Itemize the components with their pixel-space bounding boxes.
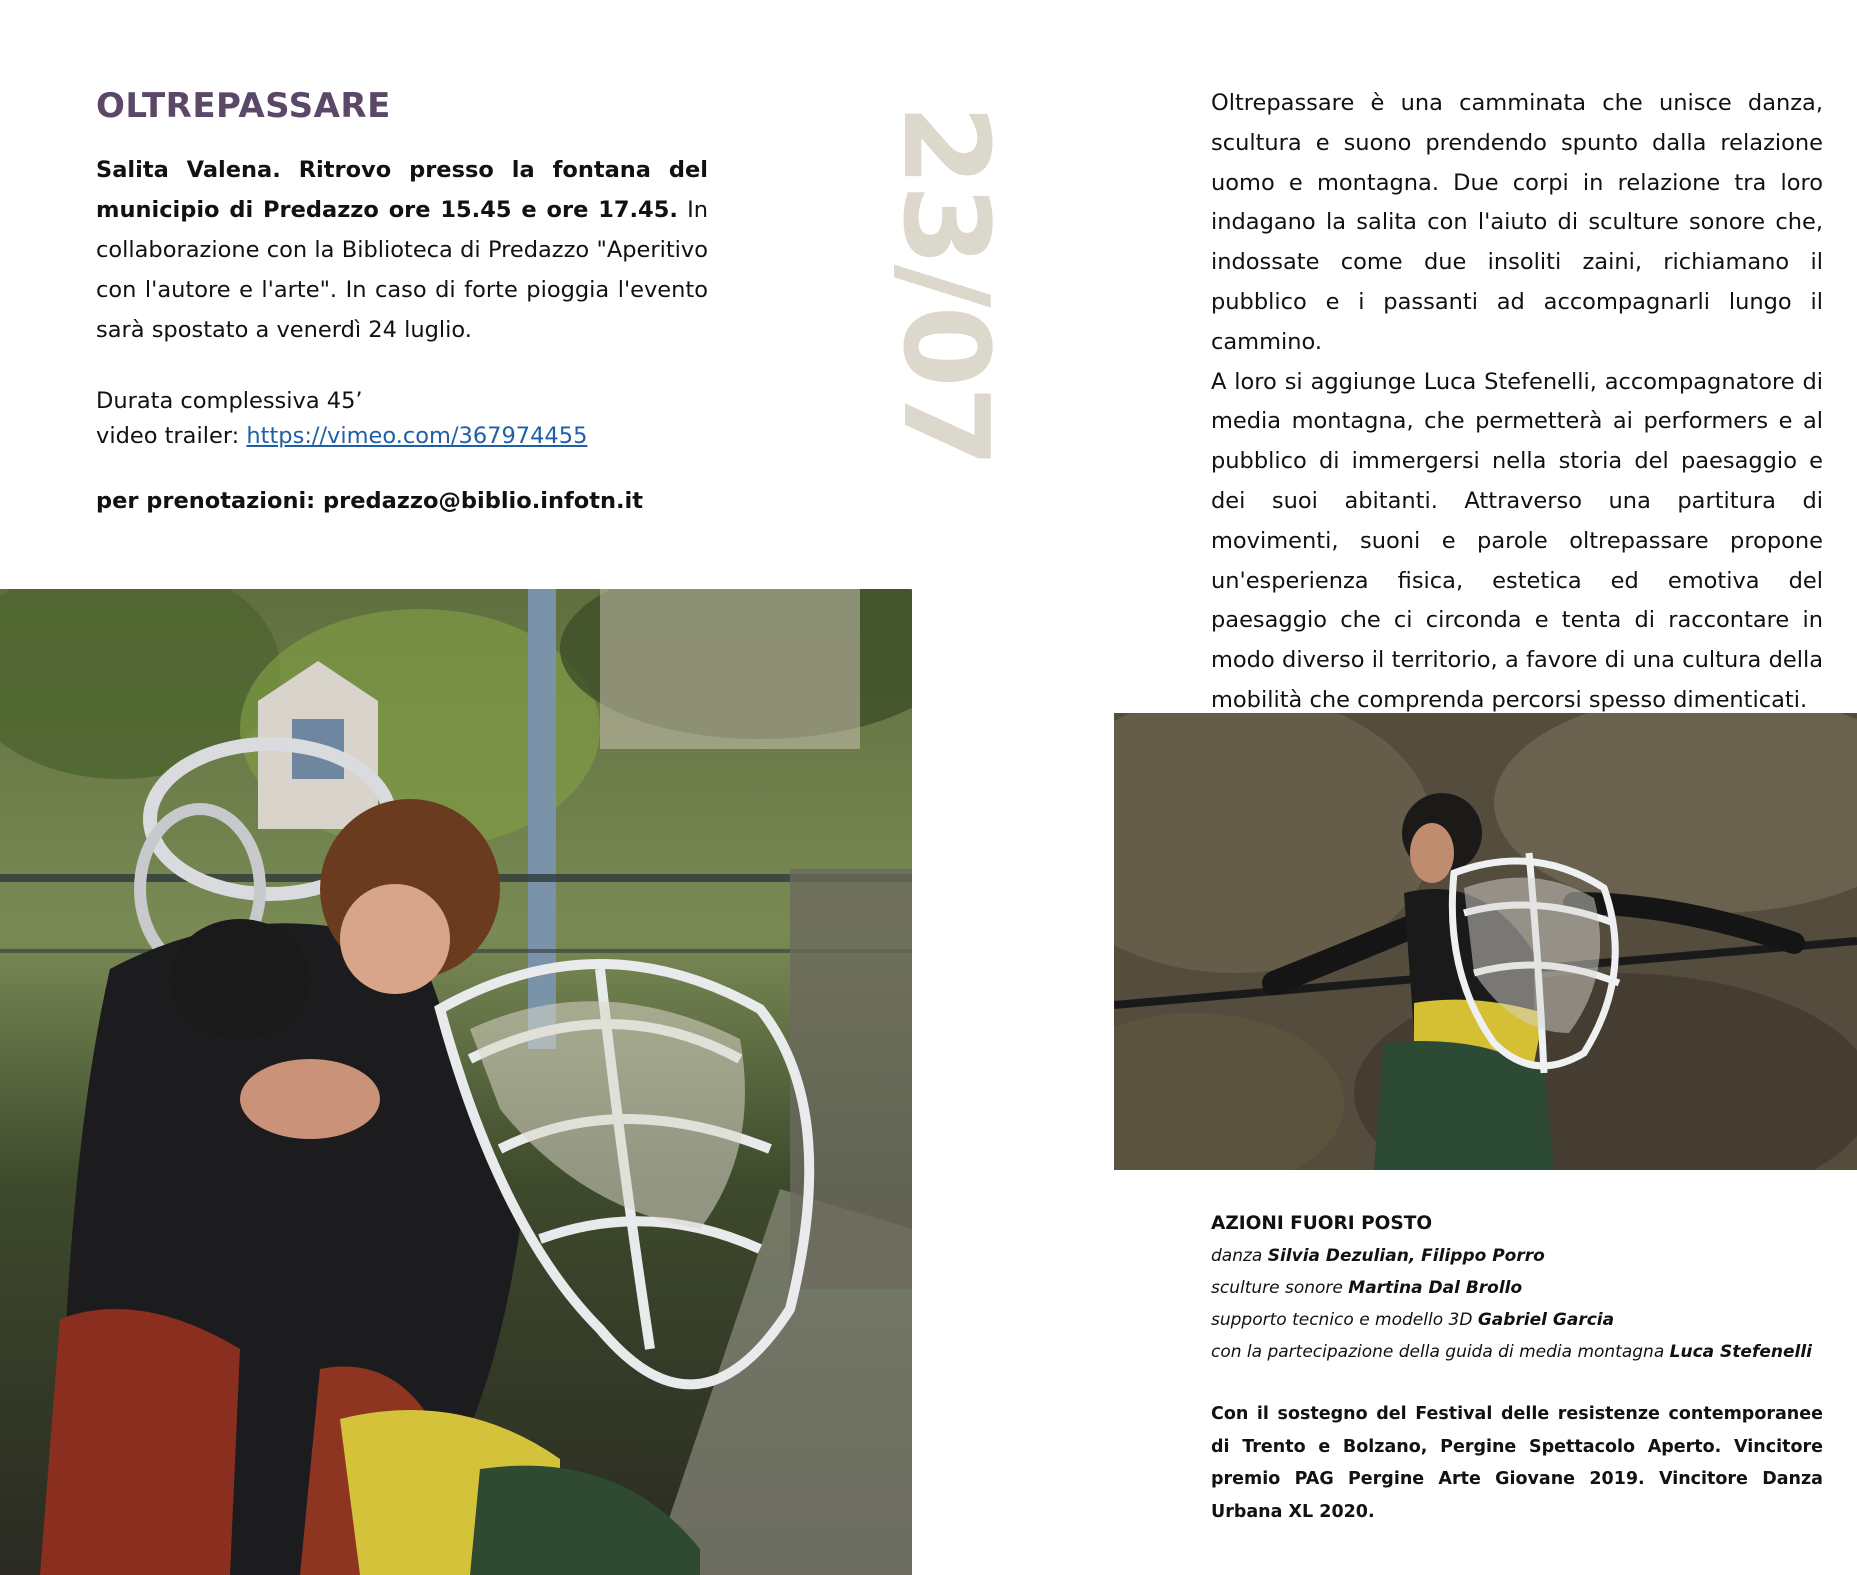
credits-block <box>1211 1208 1831 1368</box>
video-trailer-label: video trailer: <box>96 423 247 449</box>
credit-sculpture-role: sculture sonore <box>1211 1278 1349 1298</box>
credit-dance <box>1211 1240 1831 1272</box>
credit-guide <box>1211 1336 1831 1368</box>
credit-dance-role: danza <box>1211 1246 1268 1266</box>
credit-guide-names: Luca Stefenelli <box>1669 1342 1812 1362</box>
event-description <box>1211 84 1823 721</box>
company-name: AZIONI FUORI POSTO <box>1211 1213 1433 1234</box>
credit-tech <box>1211 1304 1831 1336</box>
video-trailer-line <box>96 419 736 454</box>
credit-sculpture-names: Martina Dal Brollo <box>1348 1278 1523 1298</box>
performers-photo <box>0 589 912 1575</box>
event-date <box>836 90 1056 480</box>
support-note: Con il sostegno del Festival delle resistenze contemporanee di Trento e Bolzano, Pergine Spettacolo Aperto. Vincitore premio PAG Pergine Arte Giovane 2019. Vincitore Danza Urbana XL 2020. <box>1211 1404 1823 1522</box>
credit-tech-role: supporto tecnico e modello 3D <box>1211 1310 1478 1330</box>
event-location: Salita Valena. Ritrovo presso la fontana del municipio di Predazzo ore 15.45 e ore 17.45. <box>96 157 708 223</box>
event-duration: Durata complessiva 45’ <box>96 388 363 414</box>
credit-guide-role: con la partecipazione della guida di media montagna <box>1211 1342 1670 1362</box>
event-intro <box>96 150 708 350</box>
event-date-text: 23/07 <box>877 104 1015 466</box>
description-paragraph-1: Oltrepassare è una camminata che unisce danza, scultura e suono prendendo spunto dalla relazione uomo e montagna. Due corpi in relazione tra loro indagano la salita con l'aiuto di sculture sonore che, indossate come due insoliti zaini, richiamano il pubblico e i passanti ad accompagnarli lungo il cammino. <box>1211 90 1823 355</box>
credit-sculpture <box>1211 1272 1831 1304</box>
credit-dance-names: Silvia Dezulian, Filippo Porro <box>1267 1246 1545 1266</box>
video-trailer-link[interactable]: https://vimeo.com/367974455 <box>246 423 588 449</box>
dancer-photo <box>1114 713 1857 1170</box>
credit-tech-names: Gabriel Garcia <box>1477 1310 1615 1330</box>
event-duration-block <box>96 384 736 454</box>
description-paragraph-2: A loro si aggiunge Luca Stefenelli, accompagnatore di media montagna, che permetterà ai performers e al pubblico di immergersi nella storia del paesaggio e dei suoi abitanti. Attraverso una partitura di movimenti, suoni e parole oltrepassare propone un'esperienza fisica, estetica ed emotiva del paesaggio che ci circonda e tenta di raccontare in modo diverso il territorio, a favore di una cultura della mobilità che comprenda percorsi spesso dimenticati. <box>1211 368 1823 713</box>
event-collaboration: In collaborazione con la Biblioteca di Predazzo "Aperitivo con l'autore e l'arte". In caso di forte pioggia l'evento sarà spostato a venerdì 24 luglio. <box>96 197 709 343</box>
booking-info: per prenotazioni: predazzo@biblio.infotn.it <box>96 488 644 514</box>
event-title: OLTREPASSARE <box>96 86 391 126</box>
